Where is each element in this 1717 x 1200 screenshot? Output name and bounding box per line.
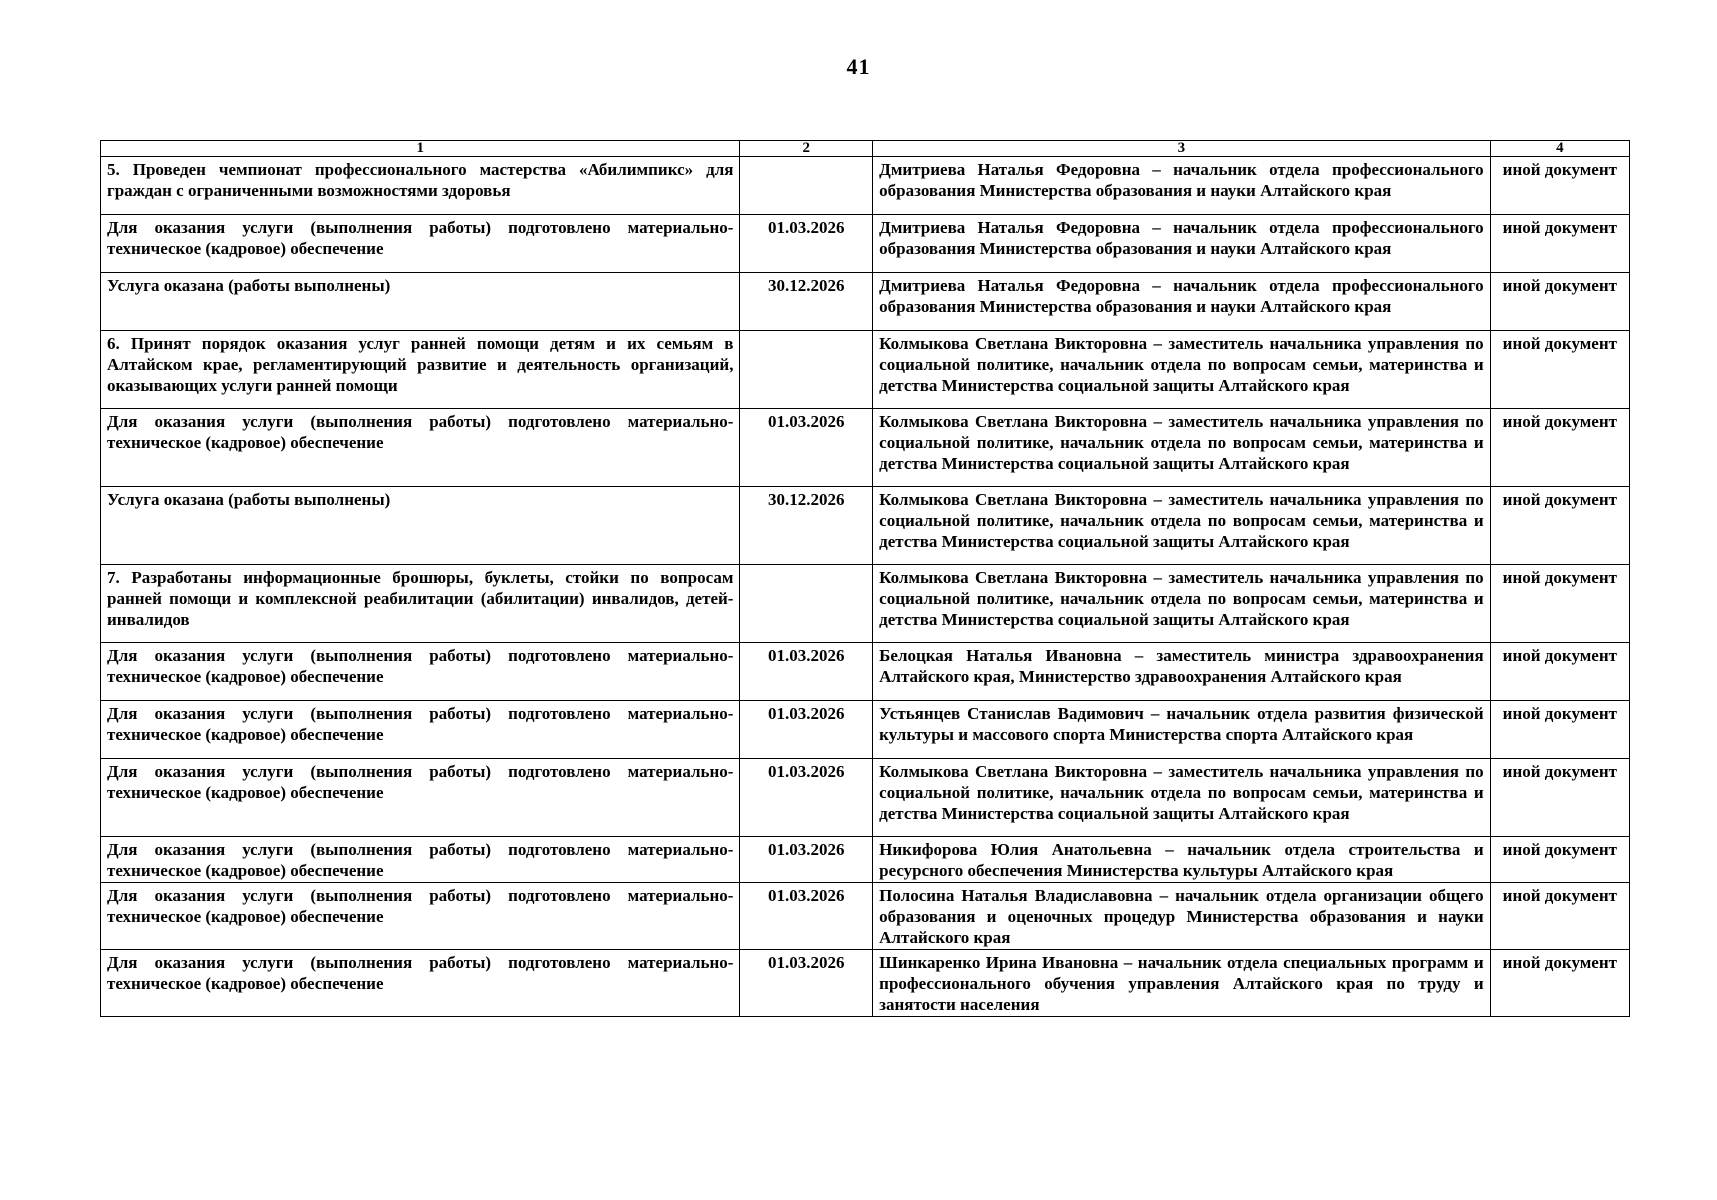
column-number-row [101,141,1630,157]
document-type: иной документ [1490,565,1629,643]
event-description: 7. Разработаны информационные брошюры, буклеты, стойки по вопросам ранней помощи и комплексной реабилитации (абилитации) инвалидов, детей-инвалидов [101,565,740,643]
responsible-person: Колмыкова Светлана Викторовна – заместитель начальника управления по социальной политике, начальник отдела по вопросам семьи, материнства и детства Министерства социальной защиты Алтайского края [873,331,1491,409]
document-type: иной документ [1490,487,1629,565]
document-type: иной документ [1490,759,1629,837]
event-description: Для оказания услуги (выполнения работы) подготовлено материально-техническое (кадровое) обеспечение [101,883,740,950]
responsible-person: Полосина Наталья Владиславовна – начальник отдела организации общего образования и оценочных процедур Министерства образования и науки Алтайского края [873,883,1491,950]
measures-table [100,140,1630,1017]
document-type: иной документ [1490,409,1629,487]
deadline-date: 30.12.2026 [740,487,873,565]
column-number-3: 3 [873,141,1491,157]
responsible-person: Колмыкова Светлана Викторовна – заместитель начальника управления по социальной политике, начальник отдела по вопросам семьи, материнства и детства Министерства социальной защиты Алтайского края [873,409,1491,487]
document-type: иной документ [1490,157,1629,215]
table-row [101,273,1630,331]
deadline-date: 01.03.2026 [740,409,873,487]
event-description: Для оказания услуги (выполнения работы) подготовлено материально-техническое (кадровое) обеспечение [101,950,740,1017]
event-description: Для оказания услуги (выполнения работы) подготовлено материально-техническое (кадровое) обеспечение [101,837,740,883]
event-description: Для оказания услуги (выполнения работы) подготовлено материально-техническое (кадровое) обеспечение [101,409,740,487]
event-description: Для оказания услуги (выполнения работы) подготовлено материально-техническое (кадровое) обеспечение [101,215,740,273]
deadline-date: 01.03.2026 [740,950,873,1017]
responsible-person: Колмыкова Светлана Викторовна – заместитель начальника управления по социальной политике, начальник отдела по вопросам семьи, материнства и детства Министерства социальной защиты Алтайского края [873,487,1491,565]
document-type: иной документ [1490,701,1629,759]
deadline-date: 01.03.2026 [740,759,873,837]
responsible-person: Никифорова Юлия Анатольевна – начальник отдела строительства и ресурсного обеспечения Министерства культуры Алтайского края [873,837,1491,883]
document-type: иной документ [1490,643,1629,701]
column-number-4: 4 [1490,141,1629,157]
table-row [101,215,1630,273]
document-type: иной документ [1490,883,1629,950]
event-description: Услуга оказана (работы выполнены) [101,273,740,331]
event-description: Для оказания услуги (выполнения работы) подготовлено материально-техническое (кадровое) обеспечение [101,759,740,837]
event-description: Для оказания услуги (выполнения работы) подготовлено материально-техническое (кадровое) обеспечение [101,701,740,759]
responsible-person: Дмитриева Наталья Федоровна – начальник отдела профессионального образования Министерства образования и науки Алтайского края [873,215,1491,273]
document-type: иной документ [1490,215,1629,273]
table-row [101,701,1630,759]
table-row [101,487,1630,565]
deadline-date: 01.03.2026 [740,643,873,701]
table-row [101,157,1630,215]
column-number-1: 1 [101,141,740,157]
table-row [101,883,1630,950]
deadline-date: 01.03.2026 [740,883,873,950]
deadline-date [740,331,873,409]
document-type: иной документ [1490,273,1629,331]
responsible-person: Устьянцев Станислав Вадимович – начальник отдела развития физической культуры и массового спорта Министерства спорта Алтайского края [873,701,1491,759]
page-number: 41 [846,54,871,79]
table-row [101,759,1630,837]
responsible-person: Шинкаренко Ирина Ивановна – начальник отдела специальных программ и профессионального обучения управления Алтайского края по труду и занятости населения [873,950,1491,1017]
responsible-person: Дмитриева Наталья Федоровна – начальник отдела профессионального образования Министерства образования и науки Алтайского края [873,273,1491,331]
deadline-date: 01.03.2026 [740,215,873,273]
table-row [101,331,1630,409]
responsible-person: Дмитриева Наталья Федоровна – начальник отдела профессионального образования Министерства образования и науки Алтайского края [873,157,1491,215]
document-type: иной документ [1490,331,1629,409]
document-type: иной документ [1490,837,1629,883]
responsible-person: Колмыкова Светлана Викторовна – заместитель начальника управления по социальной политике, начальник отдела по вопросам семьи, материнства и детства Министерства социальной защиты Алтайского края [873,759,1491,837]
deadline-date: 30.12.2026 [740,273,873,331]
table-row [101,409,1630,487]
table-row [101,950,1630,1017]
deadline-date: 01.03.2026 [740,837,873,883]
document-type: иной документ [1490,950,1629,1017]
table-row [101,837,1630,883]
event-description: Услуга оказана (работы выполнены) [101,487,740,565]
event-description: Для оказания услуги (выполнения работы) подготовлено материально-техническое (кадровое) обеспечение [101,643,740,701]
deadline-date [740,565,873,643]
table-row [101,643,1630,701]
deadline-date: 01.03.2026 [740,701,873,759]
responsible-person: Белоцкая Наталья Ивановна – заместитель министра здравоохранения Алтайского края, Министерство здравоохранения Алтайского края [873,643,1491,701]
table-row [101,565,1630,643]
column-number-2: 2 [740,141,873,157]
responsible-person: Колмыкова Светлана Викторовна – заместитель начальника управления по социальной политике, начальник отдела по вопросам семьи, материнства и детства Министерства социальной защиты Алтайского края [873,565,1491,643]
event-description: 5. Проведен чемпионат профессионального мастерства «Абилимпикс» для граждан с ограниченными возможностями здоровья [101,157,740,215]
deadline-date [740,157,873,215]
event-description: 6. Принят порядок оказания услуг ранней помощи детям и их семьям в Алтайском крае, регламентирующий развитие и деятельность организаций, оказывающих услуги ранней помощи [101,331,740,409]
